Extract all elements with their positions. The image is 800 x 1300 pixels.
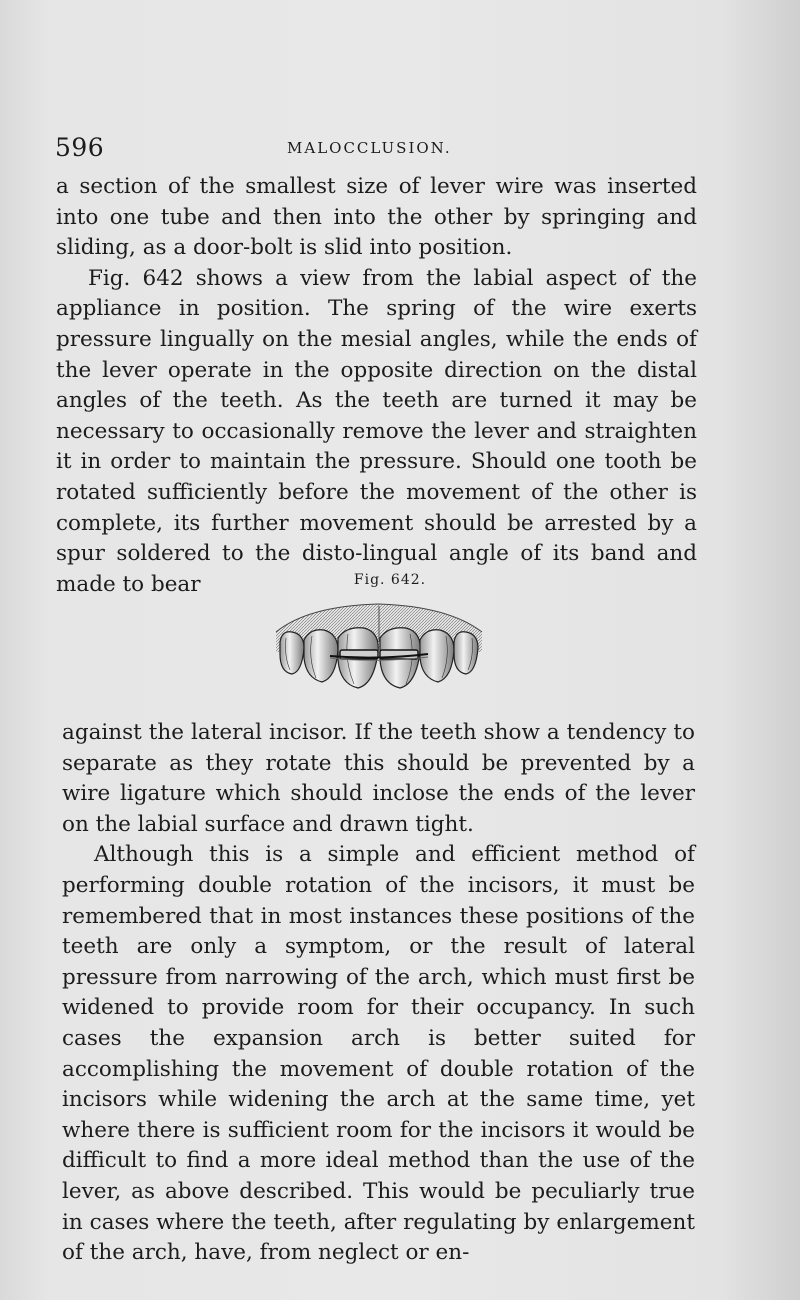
figure-642-teeth-illustration: [268, 602, 490, 694]
paragraph-2: Fig. 642 shows a view from the labial aspect of the appliance in position. The spring of the wire exerts pressure lingually on the mesial angles, while the ends of the lever operate in the opposite direction on the distal angles of the teeth. As the teeth are turned it may be necessary to occasionally remove the lever and straighten it in order to maintain the pressure. Should one tooth be rotated sufficiently before the movement of the other is complete, its further movement should be arrested by a spur soldered to the disto-lingual angle of its band and made to bear: [56, 265, 697, 597]
figure-caption: Fig. 642.: [353, 572, 427, 588]
page-number: 596: [55, 133, 105, 162]
running-head: MALOCCLUSION.: [287, 139, 452, 157]
paragraph-4: Although this is a simple and efficient method of performing double rotation of the incisors, it must be remembered that in most instances these positions of the teeth are only a symptom, or the result of lateral pressure from narrowing of the arch, which must first be widened to provide room for their occupancy. In such cases the expansion arch is better suited for accomplishing the movement of double rotation of the incisors while widening the arch at the same time, yet where there is sufficient room for the incisors it would be difficult to find a more ideal method than the use of the lever, as above described. This would be peculiarly true in cases where the teeth, after regulating by enlargement of the arch, have, from neglect or en-: [62, 842, 695, 1266]
page-header: [55, 133, 695, 167]
paragraph-1: a section of the smallest size of lever wire was inserted into one tube and then into the other by springing and sliding, as a door-bolt is slid into position.: [56, 174, 697, 261]
teeth-appliance-drawing: [268, 602, 490, 694]
paragraph-3: against the lateral incisor. If the teeth show a tendency to separate as they rotate this should be prevented by a wire ligature which should inclose the ends of the lever on the labial surface and drawn tight.: [62, 720, 695, 837]
text-block-top: [56, 172, 697, 600]
text-block-bottom: [62, 718, 695, 1269]
